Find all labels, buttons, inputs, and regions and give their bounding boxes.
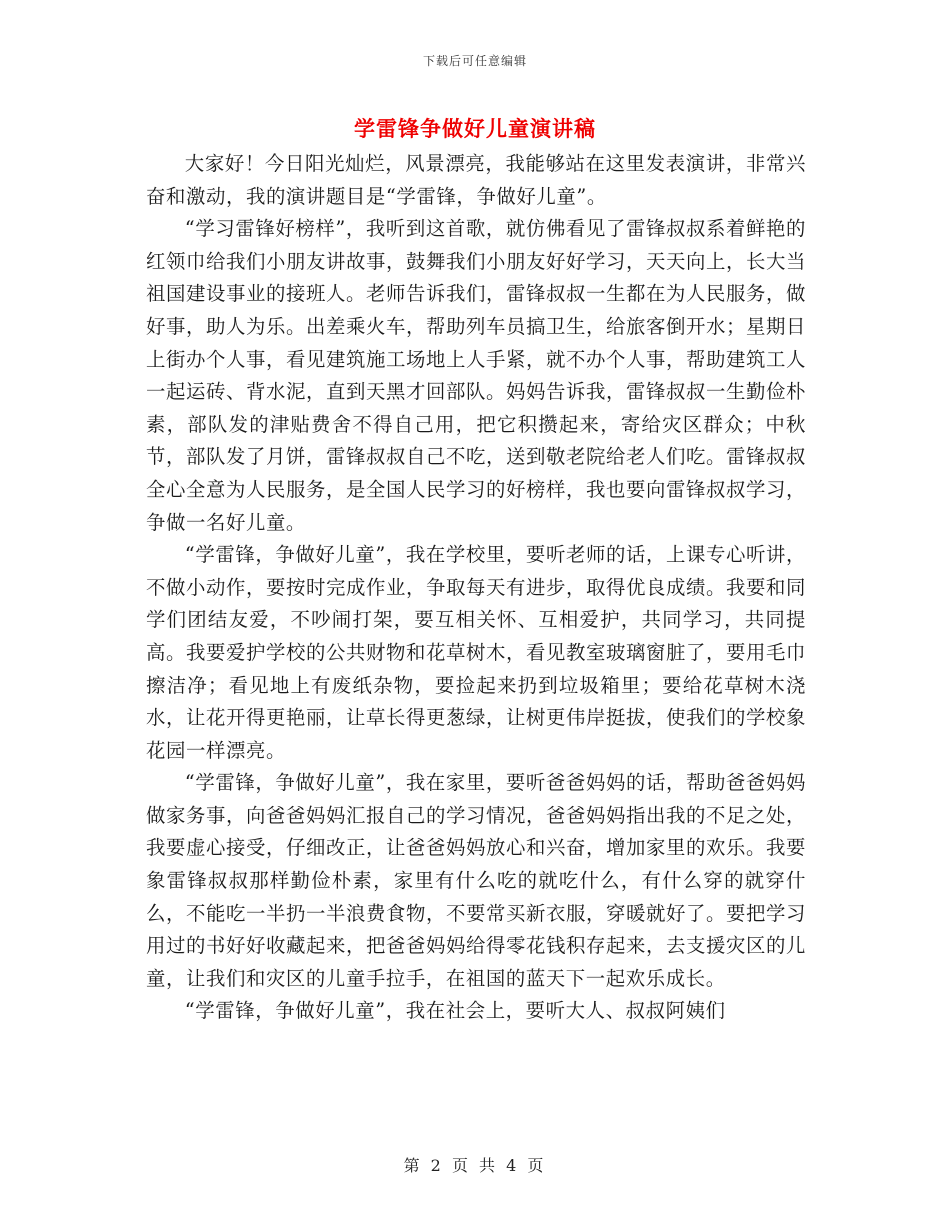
paragraph: “学习雷锋好榜样”，我听到这首歌，就仿佛看见了雷锋叔叔系着鲜艳的红领巾给我们小朋友讲故事，鼓舞我们小朋友好好学习，天天向上，长大当祖国建设事业的接班人。老师告诉我们，雷锋叔叔一生都在为人民服务，做好事，助人为乐。出差乘火车，帮助列车员搞卫生，给旅客倒开水；星期日上街办个人事，看见建筑施工场地上人手紧，就不办个人事，帮助建筑工人一起运砖、背水泥，直到天黑才回部队。妈妈告诉我，雷锋叔叔一生勤俭朴素，部队发的津贴费舍不得自己用，把它积攒起来，寄给灾区群众；中秋节，部队发了月饼，雷锋叔叔自己不吃，送到敬老院给老人们吃。雷锋叔叔全心全意为人民服务，是全国人民学习的好榜样，我也要向雷锋叔叔学习，争做一名好儿童。 bbox=[146, 217, 806, 534]
paragraph: “学雷锋，争做好儿童”，我在家里，要听爸爸妈妈的话，帮助爸爸妈妈做家务事，向爸爸妈妈汇报自己的学习情况，爸爸妈妈指出我的不足之处，我要虚心接受，仔细改正，让爸爸妈妈放心和兴奋，增加家里的欢乐。我要象雷锋叔叔那样勤俭朴素，家里有什么吃的就吃什么，有什么穿的就穿什么，不能吃一半扔一半浪费食物，不要常买新衣服，穿暖就好了。要把学习用过的书好好收藏起来，把爸爸妈妈给得零花钱积存起来，去支援灾区的儿童，让我们和灾区的儿童手拉手，在祖国的蓝天下一起欢乐成长。 bbox=[146, 771, 806, 990]
page-number-footer: 第 2 页 共 4 页 bbox=[403, 1156, 547, 1175]
paragraph: 大家好！今日阳光灿烂，风景漂亮，我能够站在这里发表演讲，非常兴奋和激动，我的演讲题目是“学雷锋，争做好儿童”。 bbox=[146, 152, 806, 208]
paragraph: “学雷锋，争做好儿童”，我在学校里，要听老师的话，上课专心听讲，不做小动作，要按时完成作业，争取每天有进步，取得优良成绩。我要和同学们团结友爱，不吵闹打架，要互相关怀、互相爱护，共同学习，共同提高。我要爱护学校的公共财物和花草树木，看见教室玻璃窗脏了，要用毛巾擦洁净；看见地上有废纸杂物，要捡起来扔到垃圾箱里；要给花草树木浇水，让花开得更艳丽，让草长得更葱绿，让树更伟岸挺拔，使我们的学校象花园一样漂亮。 bbox=[146, 543, 806, 762]
paragraph: “学雷锋，争做好儿童”，我在社会上，要听大人、叔叔阿姨们 bbox=[184, 999, 726, 1023]
header-note: 下载后可任意编辑 bbox=[422, 54, 527, 68]
document-body bbox=[146, 148, 806, 1028]
document-title: 学雷锋争做好儿童演讲稿 bbox=[354, 117, 596, 141]
